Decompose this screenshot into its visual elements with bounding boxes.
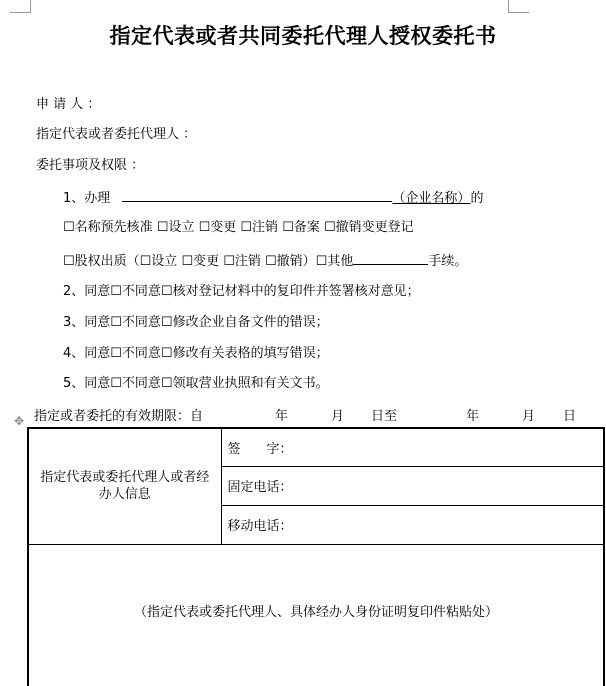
option-cancel[interactable]: ☐注销 bbox=[240, 220, 279, 235]
item-2: 2、同意☐不同意☐核对登记材料中的复印件并签署核对意见； bbox=[63, 284, 420, 299]
item-1 bbox=[63, 189, 483, 207]
table-move-handle-icon[interactable]: ✥ bbox=[13, 414, 25, 428]
document-title: 指定代表或者共同委托代理人授权委托书 bbox=[109, 23, 497, 48]
landline-cell[interactable]: 固定电话： bbox=[221, 467, 604, 506]
options-row-2-suffix: 手续。 bbox=[428, 254, 468, 269]
options-row-2 bbox=[63, 252, 467, 270]
item-1-prefix: 1、办理 bbox=[63, 191, 111, 206]
other-blank[interactable] bbox=[353, 252, 428, 265]
item-3: 3、同意☐不同意☐修改企业自备文件的错误； bbox=[63, 315, 329, 330]
option-filing[interactable]: ☐备案 bbox=[282, 220, 320, 235]
options-row-1 bbox=[63, 220, 414, 236]
validity-year-2: 年 bbox=[466, 409, 480, 424]
signature-cell[interactable]: 签 字： bbox=[221, 428, 604, 467]
id-copy-paste-area: （指定代表或委托代理人、具体经办人身份证明复印件粘贴处） bbox=[28, 544, 604, 686]
applicant-field: 申 请 人 ： bbox=[36, 97, 101, 112]
item-1-suffix: 的 bbox=[470, 191, 484, 206]
mobile-cell[interactable]: 移动电话： bbox=[221, 505, 604, 544]
option-revoke-change[interactable]: ☐撤销变更登记 bbox=[323, 220, 414, 235]
option-equity-pledge[interactable]: ☐股权出质（☐设立 ☐变更 ☐注销 ☐撤销）☐其他 bbox=[63, 254, 354, 269]
option-establish[interactable]: ☐设立 bbox=[156, 220, 195, 235]
page-corner-mark-right bbox=[508, 0, 529, 13]
agent-info-table bbox=[27, 427, 605, 686]
option-name-preapproval[interactable]: ☐名称预先核准 bbox=[63, 220, 153, 235]
page-corner-mark-left bbox=[10, 0, 31, 13]
agent-field: 指定代表或者委托代理人 ： bbox=[36, 127, 197, 142]
validity-month-1: 月 bbox=[331, 409, 345, 424]
matters-field: 委托事项及权限 ： bbox=[36, 158, 145, 173]
validity-day-2: 日 bbox=[563, 409, 577, 424]
validity-year-1: 年 bbox=[275, 409, 289, 424]
item-4: 4、同意☐不同意☐修改有关表格的填写错误； bbox=[63, 346, 329, 361]
item-5: 5、同意☐不同意☐领取营业执照和有关文书。 bbox=[63, 376, 329, 391]
validity-label: 指定或者委托的有效期限：自 bbox=[34, 409, 204, 424]
validity-month-2: 月 bbox=[522, 409, 536, 424]
company-name-label: （企业名称） bbox=[392, 191, 471, 206]
validity-day-1-to: 日至 bbox=[371, 409, 398, 424]
agent-info-label: 指定代表或委托代理人或者经办人信息 bbox=[28, 428, 221, 544]
company-name-blank[interactable] bbox=[122, 189, 392, 202]
option-change[interactable]: ☐变更 bbox=[198, 220, 237, 235]
